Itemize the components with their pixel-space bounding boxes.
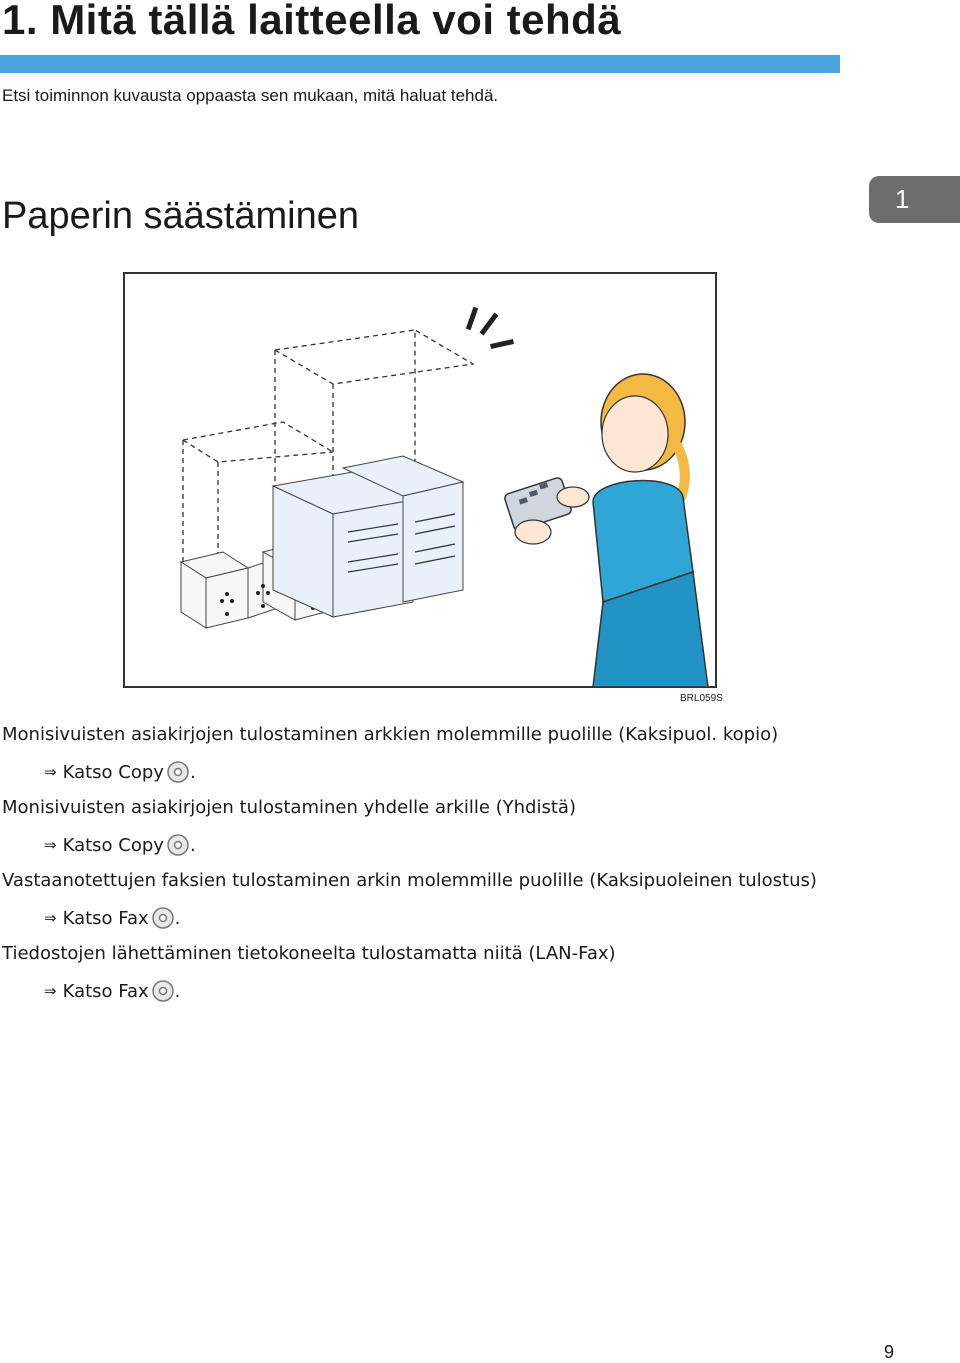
- reference-arrow-icon: ⇒: [44, 763, 57, 781]
- page-number: 9: [884, 1342, 895, 1362]
- reference-text: Katso Copy: [62, 834, 164, 856]
- chapter-title-bar: [0, 55, 840, 73]
- paper-saving-illustration: [123, 272, 717, 688]
- item-heading-lan-fax: Tiedostojen lähettäminen tietokoneelta tulostamatta niitä (LAN-Fax): [2, 943, 616, 964]
- reference-arrow-icon: ⇒: [44, 982, 57, 1000]
- figure-code: BRL059S: [680, 693, 723, 704]
- reference-end: .: [174, 980, 181, 1002]
- manual-disc-icon: [166, 760, 190, 784]
- reference-text: Katso Fax: [62, 907, 149, 929]
- manual-disc-icon: [166, 833, 190, 857]
- item-heading-duplex-fax: Vastaanotettujen faksien tulostaminen arkin molemmille puolille (Kaksipuoleinen tulostus): [2, 870, 817, 891]
- reference-end: .: [189, 761, 196, 783]
- reference-link-copy[interactable]: [44, 833, 196, 857]
- item-heading-combine-copy: Monisivuisten asiakirjojen tulostaminen yhdelle arkille (Yhdistä): [2, 797, 576, 818]
- manual-disc-icon: [151, 979, 175, 1003]
- reference-link-fax[interactable]: [44, 906, 180, 930]
- reference-end: .: [174, 907, 181, 929]
- item-heading-duplex-copy: Monisivuisten asiakirjojen tulostaminen arkkien molemmille puolille (Kaksipuol. kopio): [2, 724, 779, 745]
- reference-arrow-icon: ⇒: [44, 909, 57, 927]
- reference-text: Katso Fax: [62, 980, 149, 1002]
- reference-end: .: [189, 834, 196, 856]
- manual-disc-icon: [151, 906, 175, 930]
- reference-text: Katso Copy: [62, 761, 164, 783]
- reference-arrow-icon: ⇒: [44, 836, 57, 854]
- reference-link-copy[interactable]: [44, 760, 196, 784]
- reference-link-fax[interactable]: [44, 979, 180, 1003]
- chapter-title: 1. Mitä tällä laitteella voi tehdä: [2, 0, 622, 43]
- section-title: Paperin säästäminen: [2, 195, 359, 237]
- chapter-tab[interactable]: 1: [869, 176, 960, 223]
- chapter-intro: Etsi toiminnon kuvausta oppaasta sen mukaan, mitä haluat tehdä.: [2, 86, 499, 105]
